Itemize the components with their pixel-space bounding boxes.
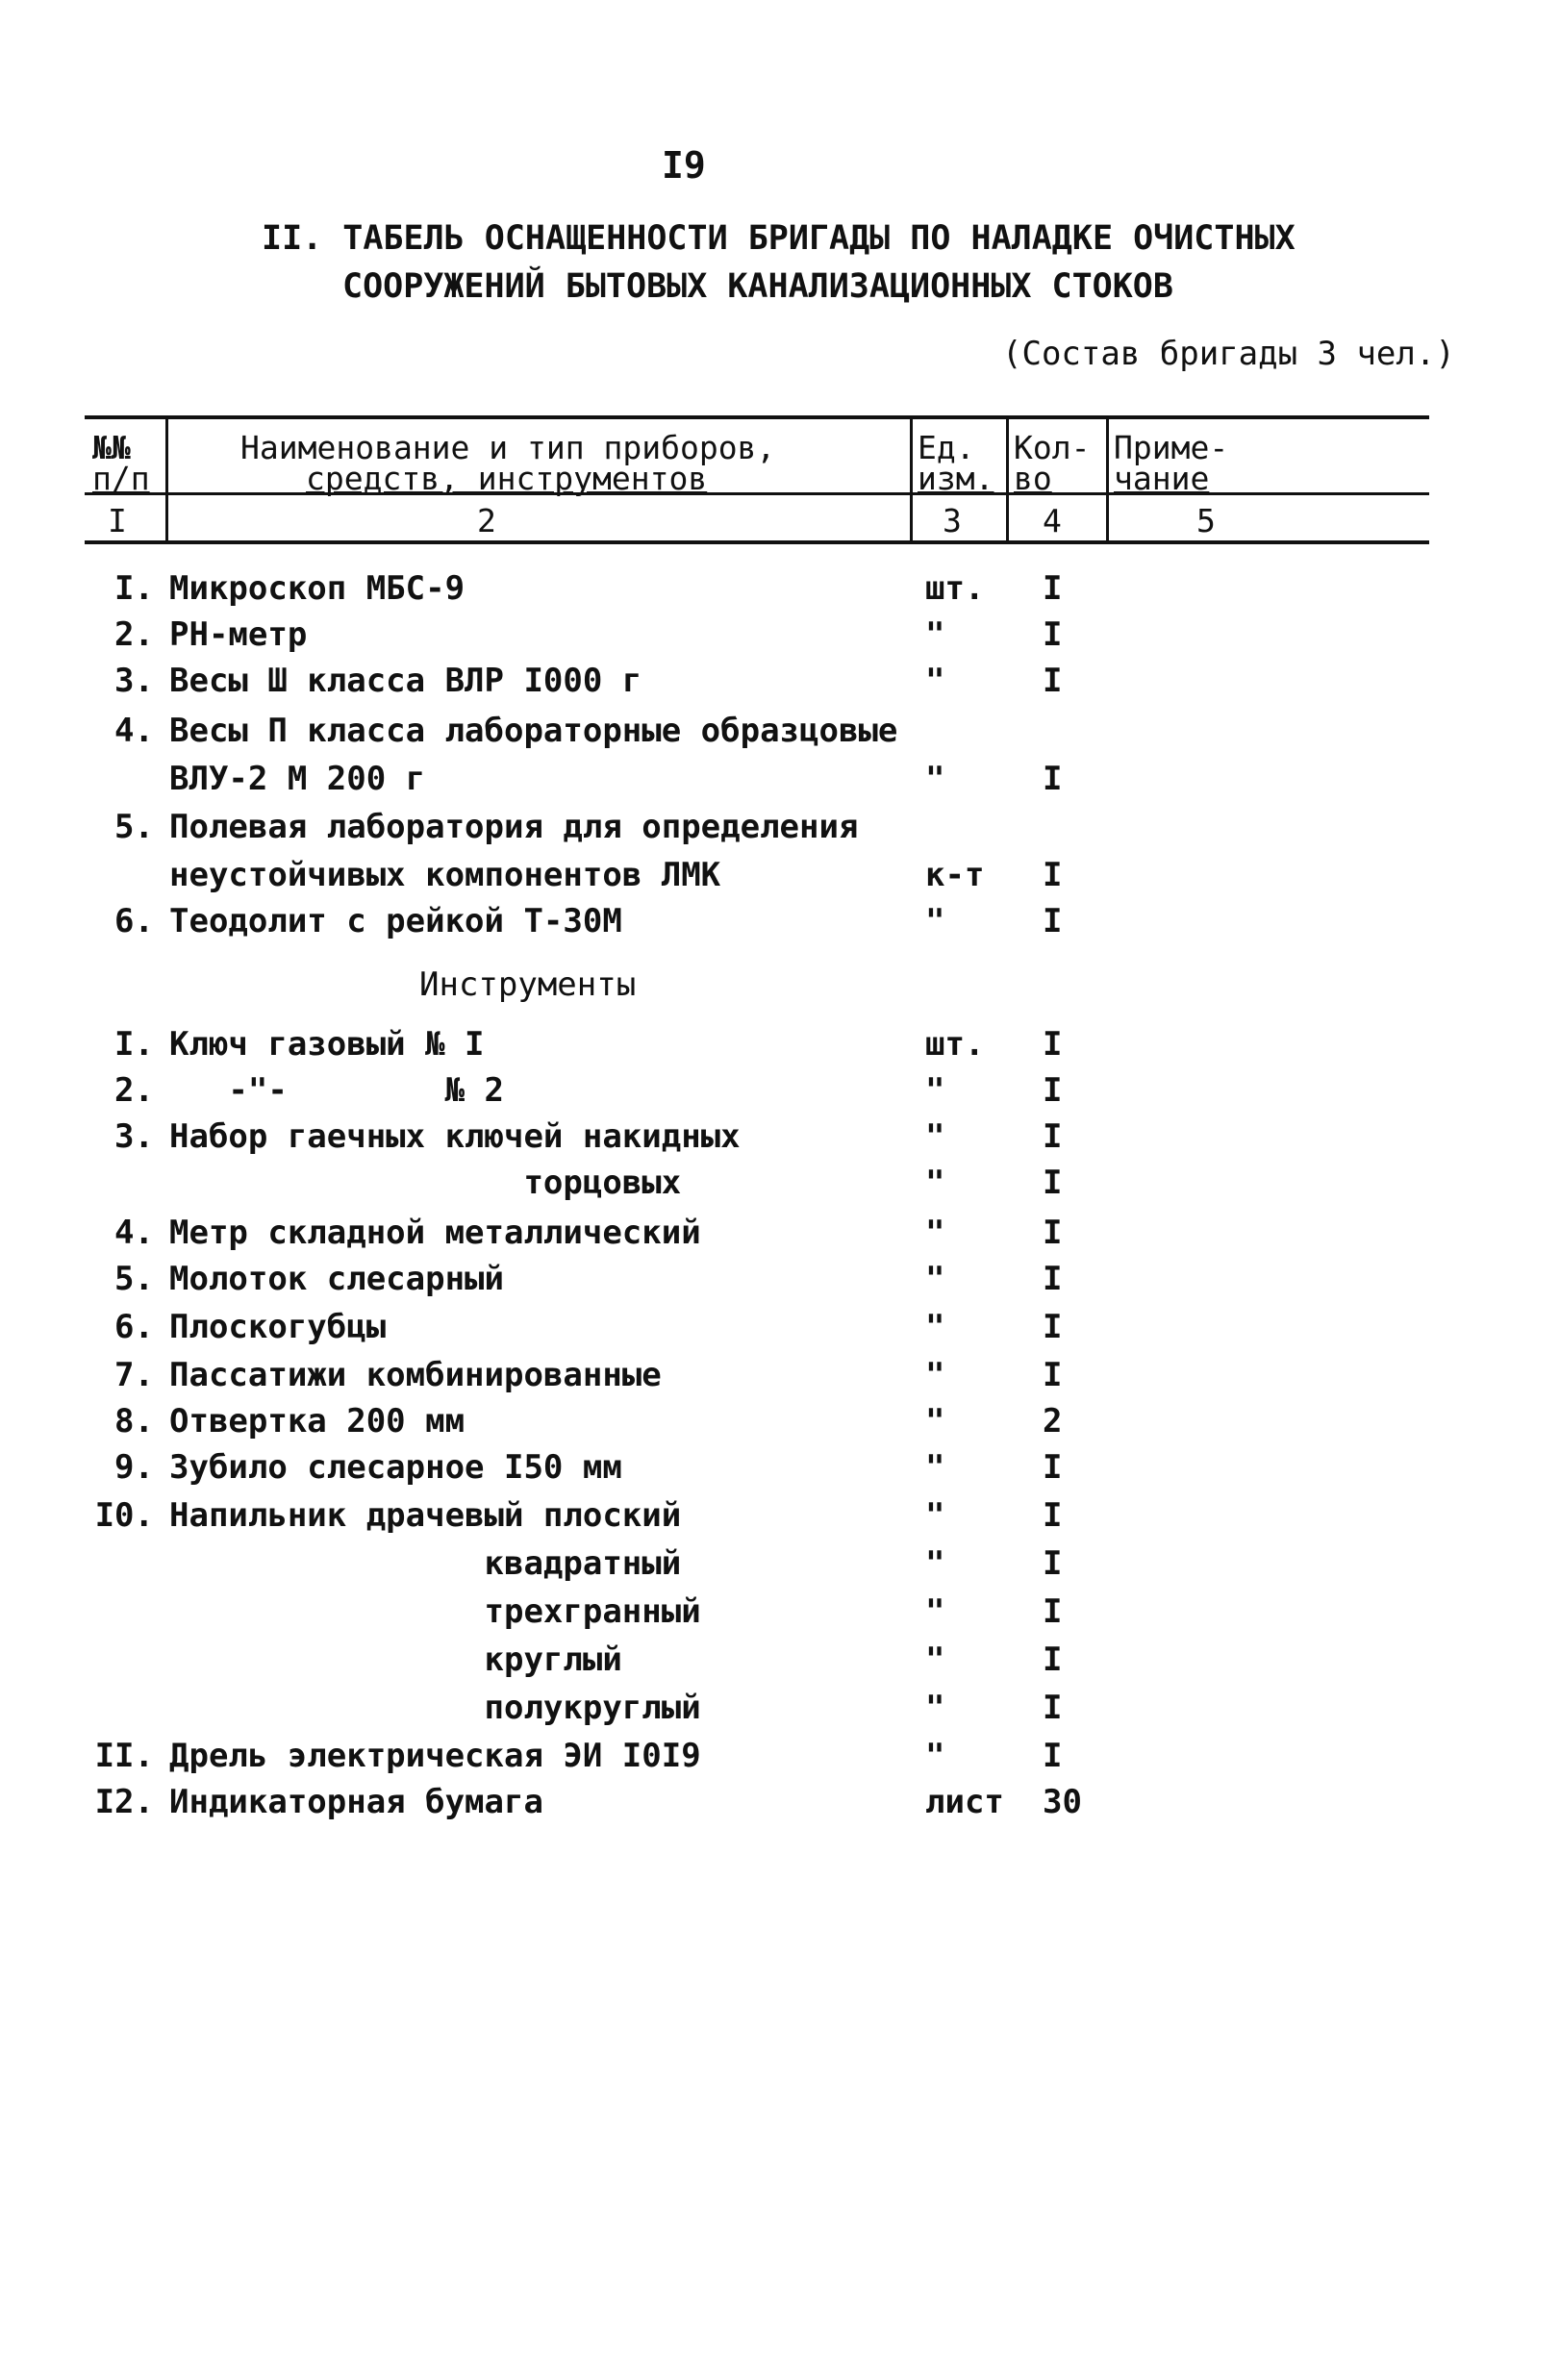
row-name: -"- № 2	[169, 1071, 504, 1110]
row-number: II.	[94, 1737, 154, 1775]
col-divider-1	[165, 419, 168, 540]
row-name: Микроскоп МБС-9	[169, 569, 465, 608]
row-name: Набор гаечных ключей накидных	[169, 1117, 741, 1156]
row-number: 3.	[114, 662, 154, 700]
row-unit: "	[925, 1737, 945, 1775]
row-unit: "	[925, 1308, 945, 1346]
row-unit: "	[925, 1496, 945, 1535]
row-name: квадратный	[169, 1544, 682, 1583]
row-qty: I	[1043, 1356, 1063, 1394]
header-num-a: №№	[92, 429, 131, 466]
row-qty: I	[1043, 1071, 1063, 1110]
row-number: 6.	[114, 902, 154, 940]
row-unit: "	[925, 615, 945, 654]
row-name: Весы Ш класса ВЛР I000 г	[169, 662, 642, 700]
header-note-b: чание	[1114, 460, 1210, 497]
row-number: 6.	[114, 1308, 154, 1346]
row-number: I0.	[94, 1496, 154, 1535]
title-line-2: СООРУЖЕНИЙ БЫТОВЫХ КАНАЛИЗАЦИОННЫХ СТОКОВ	[342, 267, 1173, 306]
row-unit: "	[925, 662, 945, 700]
row-unit: "	[925, 1117, 945, 1156]
row-number: 3.	[114, 1117, 154, 1156]
row-number: 8.	[114, 1402, 154, 1441]
row-name: Зубило слесарное I50 мм	[169, 1448, 622, 1487]
header-unit-a: Ед.	[918, 429, 975, 466]
row-qty: I	[1043, 1260, 1063, 1298]
row-qty: I	[1043, 1737, 1063, 1775]
row-unit: шт.	[925, 569, 985, 608]
row-name: Напильник драчевый плоский	[169, 1496, 682, 1535]
table-top-rule	[85, 415, 1429, 419]
row-name: Молоток слесарный	[169, 1260, 504, 1298]
row-unit: "	[925, 1544, 945, 1583]
header-unit-b: изм.	[918, 460, 994, 497]
crew-composition: (Состав бригады 3 чел.)	[1002, 335, 1455, 373]
row-name: Отвертка 200 мм	[169, 1402, 465, 1441]
header-bottom-rule	[85, 540, 1429, 544]
row-qty: I	[1043, 1164, 1063, 1202]
col-number-4: 4	[1043, 502, 1062, 539]
row-qty: I	[1043, 569, 1063, 608]
row-qty: I	[1043, 1448, 1063, 1487]
header-mid-rule	[85, 492, 1429, 495]
row-name: Индикаторная бумага	[169, 1783, 543, 1821]
row-name: Плоскогубцы	[169, 1308, 387, 1346]
row-unit: шт.	[925, 1025, 985, 1064]
row-qty: I	[1043, 662, 1063, 700]
col-divider-4	[1106, 419, 1109, 540]
row-name: полукруглый	[169, 1689, 701, 1727]
row-name: Метр складной металлический	[169, 1214, 701, 1252]
header-qty-a: Кол-	[1014, 429, 1091, 466]
col-number-3: 3	[943, 502, 962, 539]
row-number: I2.	[94, 1783, 154, 1821]
row-unit: "	[925, 1356, 945, 1394]
title-line-1: II. ТАБЕЛЬ ОСНАЩЕННОСТИ БРИГАДЫ ПО НАЛАДКЕ ОЧИСТНЫХ	[262, 219, 1296, 258]
header-num-b: п/п	[92, 460, 150, 497]
row-name: ВЛУ-2 М 200 г	[169, 760, 426, 798]
row-unit: "	[925, 1164, 945, 1202]
row-number: 2.	[114, 1071, 154, 1110]
col-number-5: 5	[1196, 502, 1216, 539]
row-number: 5.	[114, 808, 154, 846]
row-name: круглый	[169, 1641, 622, 1679]
col-divider-3	[1006, 419, 1009, 540]
row-qty: I	[1043, 1025, 1063, 1064]
row-name: неустойчивых компонентов ЛМК	[169, 856, 721, 894]
row-qty: I	[1043, 902, 1063, 940]
row-qty: I	[1043, 1689, 1063, 1727]
row-qty: I	[1043, 1308, 1063, 1346]
row-number: 9.	[114, 1448, 154, 1487]
row-qty: 2	[1043, 1402, 1063, 1441]
row-name: Весы П класса лабораторные образцовые	[169, 712, 898, 750]
row-unit: "	[925, 760, 945, 798]
row-name: трехгранный	[169, 1592, 701, 1631]
row-name: торцовых	[169, 1164, 682, 1202]
header-name-a: Наименование и тип приборов,	[240, 429, 776, 466]
row-unit: "	[925, 902, 945, 940]
col-number-1: I	[108, 502, 127, 539]
row-unit: "	[925, 1641, 945, 1679]
col-divider-2	[910, 419, 913, 540]
row-number: I.	[114, 1025, 154, 1064]
row-qty: I	[1043, 1592, 1063, 1631]
header-name-b: средств, инструментов	[306, 460, 708, 497]
row-unit: лист	[925, 1783, 1004, 1821]
row-qty: I	[1043, 1641, 1063, 1679]
row-number: 4.	[114, 712, 154, 750]
row-qty: I	[1043, 615, 1063, 654]
row-name: Полевая лаборатория для определения	[169, 808, 859, 846]
row-number: 7.	[114, 1356, 154, 1394]
page-number: I9	[662, 144, 706, 187]
row-unit: "	[925, 1214, 945, 1252]
row-unit: "	[925, 1402, 945, 1441]
row-name: Ключ газовый № I	[169, 1025, 485, 1064]
row-qty: I	[1043, 1496, 1063, 1535]
header-note-a: Приме-	[1114, 429, 1229, 466]
col-number-2: 2	[477, 502, 496, 539]
row-unit: "	[925, 1689, 945, 1727]
row-unit: к-т	[925, 856, 985, 894]
row-name: Теодолит с рейкой Т-30М	[169, 902, 622, 940]
row-name: Дрель электрическая ЭИ I0I9	[169, 1737, 701, 1775]
row-qty: I	[1043, 1117, 1063, 1156]
row-qty: I	[1043, 1214, 1063, 1252]
row-qty: I	[1043, 1544, 1063, 1583]
row-unit: "	[925, 1448, 945, 1487]
row-qty: I	[1043, 856, 1063, 894]
row-unit: "	[925, 1071, 945, 1110]
row-number: I.	[114, 569, 154, 608]
row-unit: "	[925, 1260, 945, 1298]
row-number: 2.	[114, 615, 154, 654]
row-number: 5.	[114, 1260, 154, 1298]
row-name: РН-метр	[169, 615, 308, 654]
row-name: Пассатижи комбинированные	[169, 1356, 662, 1394]
section-instruments: Инструменты	[419, 965, 637, 1004]
row-number: 4.	[114, 1214, 154, 1252]
row-qty: 30	[1043, 1783, 1082, 1821]
row-unit: "	[925, 1592, 945, 1631]
header-qty-b: во	[1014, 460, 1052, 497]
row-qty: I	[1043, 760, 1063, 798]
